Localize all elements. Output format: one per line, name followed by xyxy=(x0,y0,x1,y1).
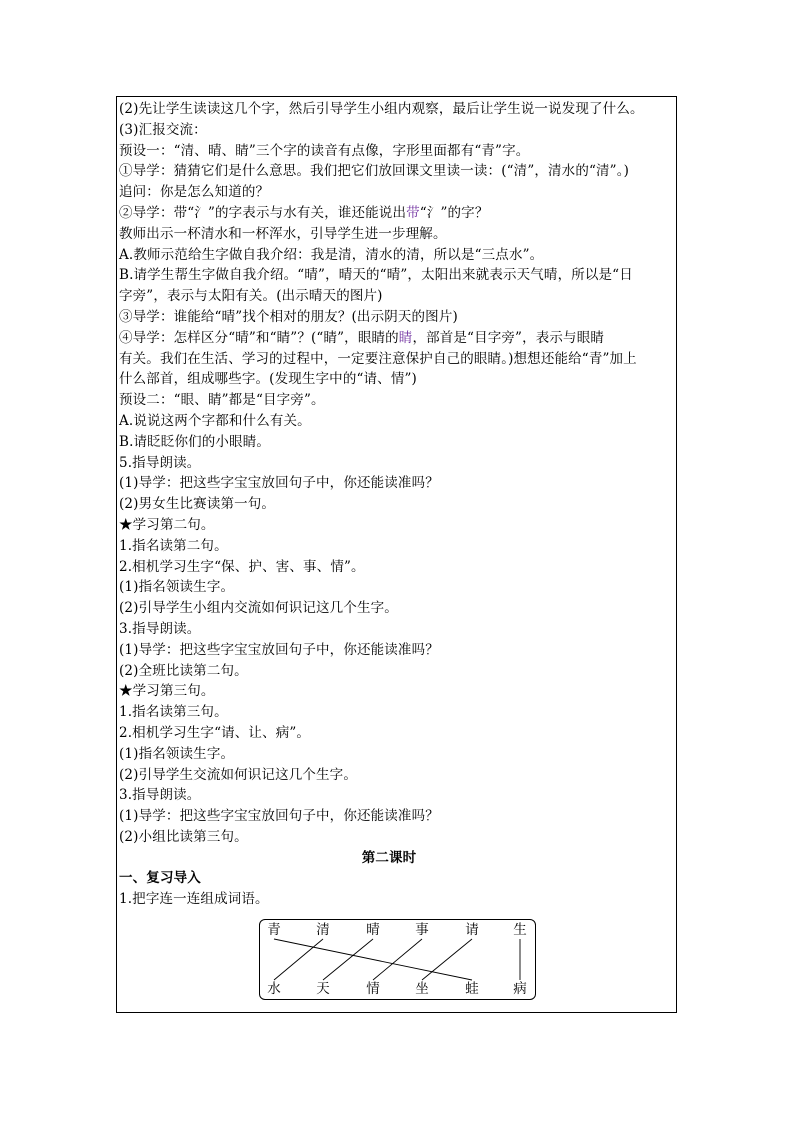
connector-line xyxy=(373,939,422,980)
connector-line xyxy=(323,939,373,980)
text-line: 1.指名读第二句。 xyxy=(119,537,228,554)
text-line: ①导学：猜猜它们是什么意思。我们把它们放回课文里读一读：(“清”，清水的“清”。) xyxy=(119,163,630,180)
text-line: (2)全班比读第二句。 xyxy=(119,662,248,679)
text-line: ★学习第二句。 xyxy=(119,516,215,533)
text-line: B.请眨眨你们的小眼睛。 xyxy=(119,433,271,450)
bottom-character: 天 xyxy=(316,981,330,997)
top-character: 生 xyxy=(513,922,527,938)
top-character: 青 xyxy=(267,922,281,938)
bottom-character: 坐 xyxy=(415,981,429,997)
text-line: ③导学：谁能给“晴”找个相对的朋友？(出示阴天的图片) xyxy=(119,308,458,325)
text-line: (2)先让学生读读这几个字，然后引导学生小组内观察，最后让学生说一说发现了什么。 xyxy=(119,101,644,117)
text-line: A.说说这两个字都和什么有关。 xyxy=(119,412,311,429)
bottom-character: 情 xyxy=(366,981,380,997)
connector-line xyxy=(274,939,472,980)
text-line: ★学习第三句。 xyxy=(119,683,215,700)
top-character: 事 xyxy=(415,922,429,938)
lesson-heading: 第二课时 xyxy=(361,849,417,866)
text-line: 字旁”，表示与太阳有关。(出示晴天的图片) xyxy=(119,288,383,305)
top-character: 晴 xyxy=(366,922,380,938)
bottom-character: 水 xyxy=(267,981,281,997)
connector-line xyxy=(422,939,472,980)
text-line: (2)小组比读第三句。 xyxy=(119,828,248,845)
highlighted-word: 带 xyxy=(406,204,420,221)
text-segment: “氵”的字？ xyxy=(419,204,489,221)
text-line: (2)引导学生交流如何识记这几个生字。 xyxy=(119,766,357,783)
text-line: (1)指名领读生字。 xyxy=(119,745,235,762)
text-line: B.请学生帮生字做自我介绍。“晴”，晴天的“晴”，太阳出来就表示天气晴，所以是“日 xyxy=(119,267,633,284)
text-line: (2)男女生比赛读第一句。 xyxy=(119,496,276,513)
text-line: (1)指名领读生字。 xyxy=(119,579,235,596)
lesson-content xyxy=(119,99,675,910)
text-line: (1)导学：把这些字宝宝放回句子中，你还能读准吗？ xyxy=(119,808,439,825)
bottom-character: 蛙 xyxy=(465,981,479,997)
text-line: (1)导学：把这些字宝宝放回句子中，你还能读准吗？ xyxy=(119,641,439,658)
highlighted-word: 睛 xyxy=(398,329,413,346)
text-line: (2)引导学生小组内交流如何识记这几个生字。 xyxy=(119,600,398,617)
bottom-character: 病 xyxy=(513,981,527,997)
text-segment: ②导学：带“氵”的字表示与水有关，谁还能说出 xyxy=(119,204,407,221)
text-line: 预设二：“眼、睛”都是“目字旁”。 xyxy=(119,392,325,409)
text-line: 2.相机学习生字“保、护、害、事、情”。 xyxy=(119,558,365,575)
text-line: 1.指名读第三句。 xyxy=(119,704,228,721)
connector-line xyxy=(274,939,323,980)
text-line: 2.相机学习生字“请、让、病”。 xyxy=(119,724,311,741)
top-character: 请 xyxy=(465,922,479,938)
text-line: 预设一：“清、晴、睛”三个字的读音有点像，字形里面都有“青”字。 xyxy=(119,142,530,159)
matching-lines xyxy=(260,920,535,999)
top-character: 清 xyxy=(316,922,330,938)
text-line: 有关。我们在生活、学习的过程中，一定要注意保护自己的眼睛。)想想还能给“青”加上 xyxy=(119,350,637,367)
section-title: 一、复习导入 xyxy=(119,870,201,887)
text-line xyxy=(119,203,675,224)
text-segment: ④导学：怎样区分“晴”和“睛”？(“睛”，眼睛的 xyxy=(119,329,399,346)
text-line: 3.指导朗读。 xyxy=(119,620,201,637)
exercise-prompt: 1.把字连一连组成词语。 xyxy=(119,891,269,908)
text-line: 教师出示一杯清水和一杯浑水，引导学生进一步理解。 xyxy=(119,225,447,242)
text-segment: ，部首是“目字旁”，表示与眼睛 xyxy=(412,329,604,346)
matching-exercise xyxy=(259,919,536,1000)
text-line: 追问：你是怎么知道的？ xyxy=(119,184,270,201)
text-line: 什么部首，组成哪些字。(发现生字中的“请、情”) xyxy=(119,371,417,388)
text-line: (3)汇报交流： xyxy=(119,121,207,138)
text-line: 5.指导朗读。 xyxy=(119,454,201,471)
text-line xyxy=(119,328,675,349)
text-line: 3.指导朗读。 xyxy=(119,787,201,804)
text-line: A.教师示范给生字做自我介绍：我是清，清水的清，所以是“三点水”。 xyxy=(119,246,544,263)
text-line: (1)导学：把这些字宝宝放回句子中，你还能读准吗？ xyxy=(119,475,439,492)
